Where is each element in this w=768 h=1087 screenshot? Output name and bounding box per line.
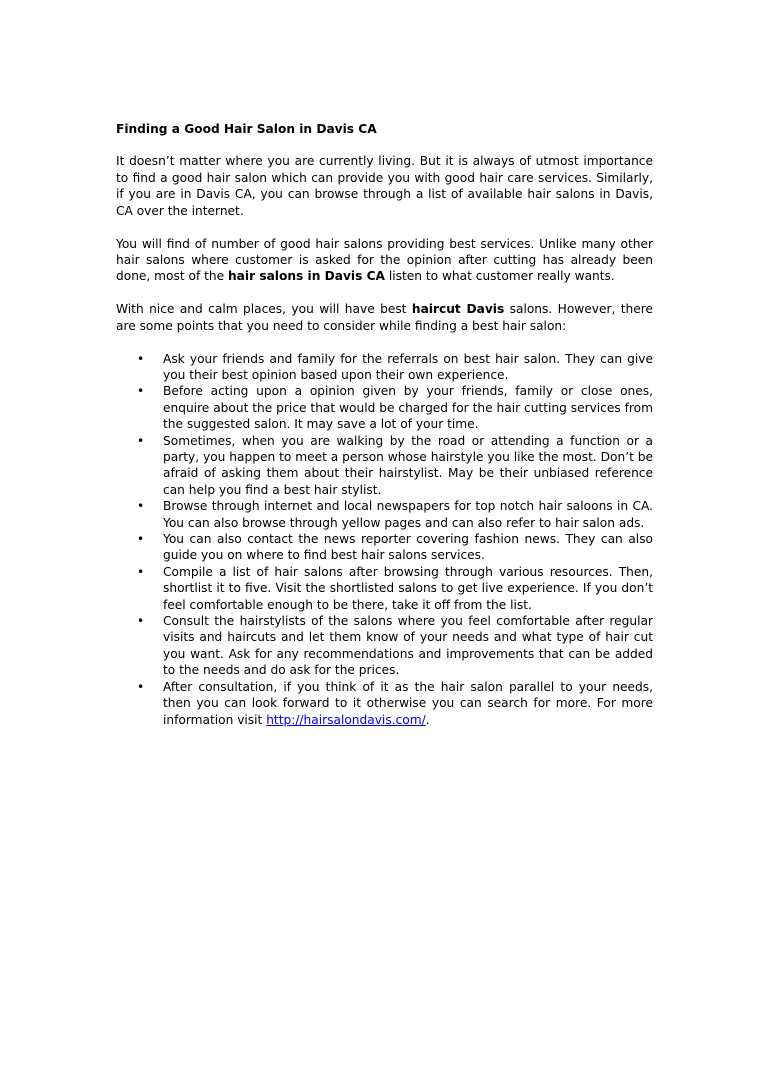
- paragraph-haircut-text-1: With nice and calm places, you will have best: [116, 302, 412, 317]
- list-item: [116, 613, 653, 679]
- bullet-symbol: •: [137, 564, 145, 579]
- list-item: [116, 564, 653, 613]
- paragraph-haircut: [116, 301, 653, 334]
- bullet-symbol: •: [137, 351, 145, 366]
- paragraph-salons: [116, 236, 653, 285]
- keyword-haircut-davis: haircut Davis: [411, 302, 505, 317]
- paragraph-haircut-text-2: salons. However, there are some points that you need to consider while finding a best hair salon:: [116, 302, 654, 333]
- list-item-text: Consult the hairstylists of the salons where you feel comfortable after regular visits and haircuts and let them know of your needs and what type of hair cut you want. Ask for any recommendations and improvements that can be added to the needs and do ask for the prices.: [163, 614, 653, 678]
- list-item-text-end: .: [425, 712, 430, 727]
- keyword-hair-salons-davis: hair salons in Davis CA: [228, 269, 385, 284]
- document-page: [116, 121, 653, 728]
- bullet-symbol: •: [137, 532, 145, 547]
- bullet-symbol: •: [137, 384, 145, 399]
- document-title: Finding a Good Hair Salon in Davis CA: [116, 122, 377, 136]
- paragraph-intro: It doesn’t matter where you are currently living. But it is always of utmost importance to find a good hair salon which can provide you with good hair care services. Similarly, if you are in Davis CA, you can browse through a list of available hair salons in Davis, CA over the internet.: [116, 154, 653, 218]
- bullet-symbol: •: [137, 679, 145, 694]
- list-item: [116, 433, 653, 499]
- list-item: [116, 531, 653, 564]
- list-item: [116, 498, 653, 531]
- list-item: [116, 679, 653, 728]
- list-item-text: Browse through internet and local newspapers for top notch hair saloons in CA. You can also browse through yellow pages and can also refer to hair salon ads.: [163, 499, 653, 530]
- bullet-symbol: •: [137, 614, 145, 629]
- list-item-text: Compile a list of hair salons after browsing through various resources. Then, shortlist it to five. Visit the shortlisted salons to get live experience. If you don’t feel comfortable enough to be there, take it off from the list.: [163, 564, 653, 612]
- website-link[interactable]: http://hairsalondavis.com/: [266, 712, 426, 727]
- tips-list: [116, 351, 653, 728]
- list-item-text: You can also contact the news reporter covering fashion news. They can also guide you on where to find best hair salons services.: [163, 532, 653, 563]
- bullet-symbol: •: [137, 433, 145, 448]
- bullet-symbol: •: [137, 499, 145, 514]
- paragraph-salons-text-1: You will find of number of good hair salons providing best services. Unlike many other hair salons where customer is asked for the opinion after cutting has already been done, most of the: [116, 236, 653, 284]
- list-item-text: Sometimes, when you are walking by the road or attending a function or a party, you happen to meet a person whose hairstyle you like the most. Don’t be afraid of asking them about their hairstylist. May be their unbiased reference can help you find a best hair stylist.: [163, 433, 653, 497]
- list-item-text: Ask your friends and family for the referrals on best hair salon. They can give you their best opinion based upon their own experience.: [163, 351, 653, 382]
- list-item-text: Before acting upon a opinion given by your friends, family or close ones, enquire about the price that would be charged for the hair cutting services from the suggested salon. It may save a lot of your time.: [163, 384, 653, 432]
- list-item-text: After consultation, if you think of it as the hair salon parallel to your needs, then you can look forward to it otherwise you can search for more. For more information visit: [163, 679, 653, 727]
- list-item: [116, 383, 653, 432]
- paragraph-salons-text-2: listen to what customer really wants.: [384, 269, 615, 284]
- list-item: [116, 351, 653, 384]
